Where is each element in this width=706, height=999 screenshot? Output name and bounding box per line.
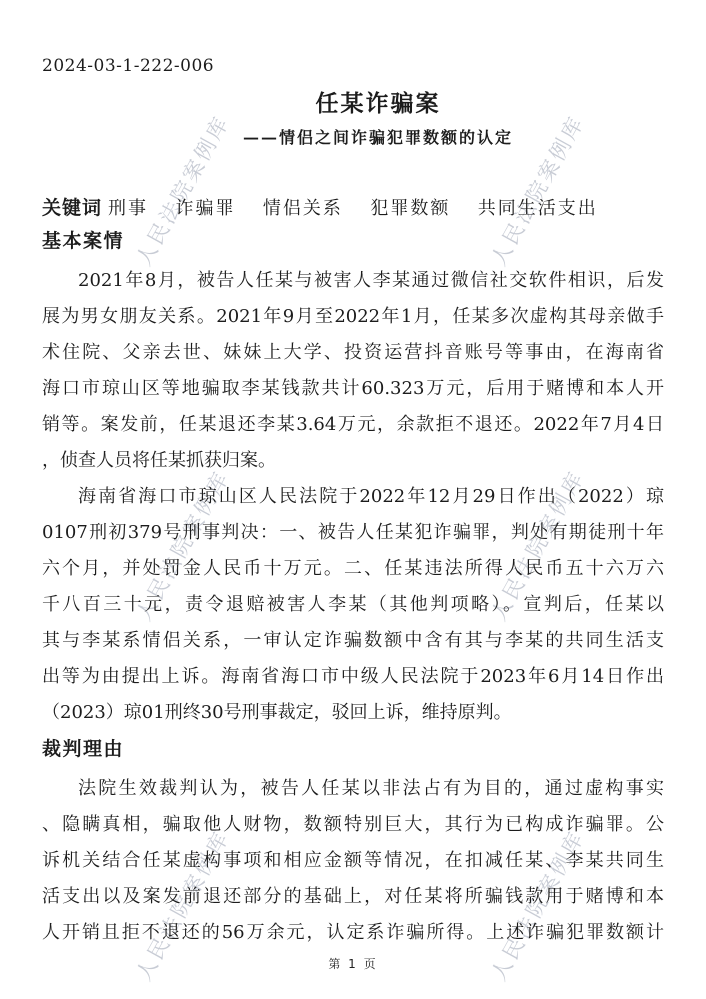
paragraph-basic-facts-1 bbox=[42, 263, 664, 479]
case-title: 任某诈骗案 bbox=[315, 90, 441, 117]
section-heading-reasons: 裁判理由 bbox=[42, 738, 125, 760]
body-line: 千八百三十元，责令退赔被害人李某（其他判项略）。宣判后，任某以 bbox=[42, 594, 664, 615]
body-line: 其与李某系情侣关系，一审认定诈骗数额中含有其与李某的共同生活支 bbox=[42, 630, 664, 651]
keywords-label: 关键词 bbox=[42, 197, 103, 219]
title-block bbox=[67, 89, 689, 149]
body-line: 展为男女朋友关系。2021年9月至2022年1月，任某多次虚构其母亲做手 bbox=[42, 306, 664, 327]
case-subtitle: ——情侣之间诈骗犯罪数额的认定 bbox=[242, 128, 513, 147]
watermark: 人民法院案例库 bbox=[486, 111, 590, 270]
body-line: 诉机关结合任某虚构事项和相应金额等情况，在扣减任某、李某共同生 bbox=[42, 850, 664, 871]
body-line: 海南省海口市琼山区人民法院于2022年12月29日作出（2022）琼 bbox=[78, 486, 664, 507]
body-line: 0107刑初379号刑事判决：一、被告人任某犯诈骗罪，判处有期徒刑十年 bbox=[42, 522, 664, 543]
paragraph-basic-facts-2 bbox=[42, 479, 664, 731]
keywords-row bbox=[42, 195, 664, 222]
body-line: 出等为由提出上诉。海南省海口市中级人民法院于2023年6月14日作出 bbox=[42, 666, 664, 687]
paragraph-reasons-1 bbox=[42, 771, 664, 951]
body-line: 活支出以及案发前退还部分的基础上，对任某将所骗钱款用于赌博和本 bbox=[42, 886, 664, 907]
document-number: 2024-03-1-222-006 bbox=[42, 56, 215, 76]
body-line: 2021年8月，被告人任某与被害人李某通过微信社交软件相识，后发 bbox=[78, 270, 664, 291]
body-line: 术住院、父亲去世、妹妹上大学、投资运营抖音账号等事由，在海南省 bbox=[42, 342, 664, 363]
body-line: 法院生效裁判认为，被告人任某以非法占有为目的，通过虚构事实 bbox=[78, 778, 664, 799]
body-line: 销等。案发前，任某退还李某3.64万元，余款拒不退还。2022年7月4日 bbox=[42, 414, 664, 435]
page-number: 第 1 页 bbox=[328, 957, 378, 971]
body-line: 海口市琼山区等地骗取李某钱款共计60.323万元，后用于赌博和本人开 bbox=[42, 378, 664, 399]
section-heading-basic-facts: 基本案情 bbox=[42, 230, 125, 252]
watermark: 人民法院案例库 bbox=[131, 111, 235, 270]
body-line: 、隐瞒真相，骗取他人财物，数额特别巨大，其行为已构成诈骗罪。公 bbox=[42, 814, 664, 835]
keywords-list: 刑事 诈骗罪 情侣关系 犯罪数额 共同生活支出 bbox=[108, 198, 598, 219]
watermark: 人民法院案例库 bbox=[131, 826, 235, 985]
watermark: 人民法院案例库 bbox=[131, 466, 235, 625]
body-line: 人开销且拒不退还的56万余元，认定系诈骗所得。上述诈骗犯罪数额计 bbox=[42, 922, 664, 943]
watermark: 人民法院案例库 bbox=[486, 466, 590, 625]
body-line: 六个月，并处罚金人民币十万元。二、任某违法所得人民币五十六万六 bbox=[42, 558, 664, 579]
watermark: 人民法院案例库 bbox=[486, 826, 590, 985]
body-line: （2023）琼01刑终30号刑事裁定，驳回上诉，维持原判。 bbox=[42, 702, 512, 723]
body-line: ，侦查人员将任某抓获归案。 bbox=[42, 450, 276, 471]
